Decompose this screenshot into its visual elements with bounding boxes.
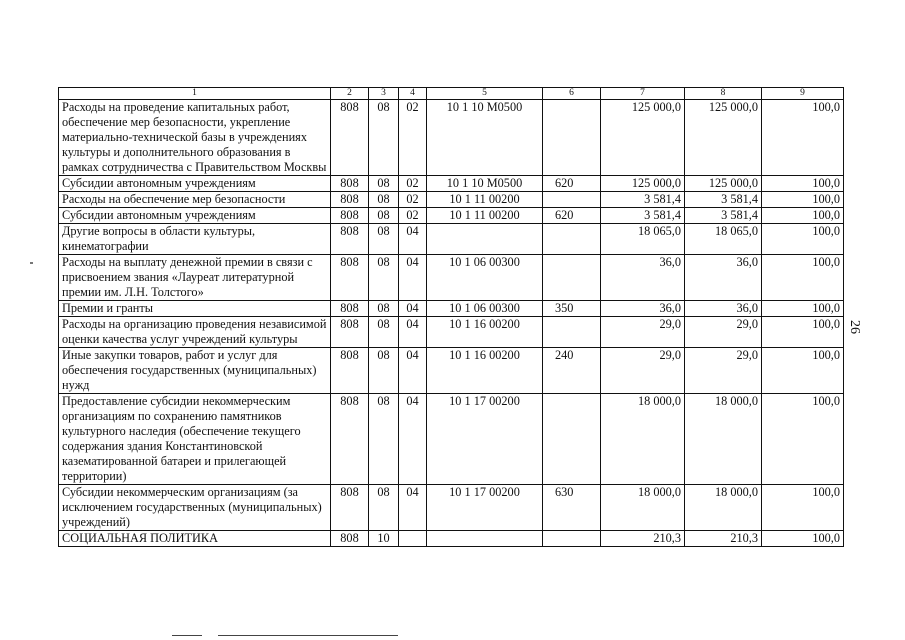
cell-col2: 808 [331,255,369,301]
cell-col3: 08 [369,208,399,224]
rule-segment [218,635,398,636]
col-header-6: 6 [543,88,601,100]
cell-name: Расходы на организацию проведения независимой оценки качества услуг учреждений культуры [59,317,331,348]
cell-col9: 100,0 [762,100,844,176]
table-body [59,100,844,547]
cell-col8: 36,0 [685,255,762,301]
cell-col2: 808 [331,317,369,348]
cell-col9: 100,0 [762,301,844,317]
cell-col4: 04 [399,255,427,301]
cell-col8: 29,0 [685,317,762,348]
cell-col5: 10 1 17 00200 [427,485,543,531]
cell-col4: 04 [399,485,427,531]
cell-col7: 29,0 [601,348,685,394]
cell-col2: 808 [331,176,369,192]
cell-col6: 350 [543,301,601,317]
col-header-2: 2 [331,88,369,100]
cell-col2: 808 [331,100,369,176]
cell-col4: 04 [399,224,427,255]
cell-col9: 100,0 [762,348,844,394]
table-row [59,100,844,176]
cell-name: Расходы на проведение капитальных работ, обеспечение мер безопасности, укрепление материально-технической базы в учреждениях культуры и дополнительного образования в рамках сотрудничества с Правительством Москвы [59,100,331,176]
cell-col7: 3 581,4 [601,208,685,224]
cell-col3: 08 [369,255,399,301]
cell-name: Расходы на обеспечение мер безопасности [59,192,331,208]
cell-name: Другие вопросы в области культуры, кинематографии [59,224,331,255]
cell-col5: 10 1 10 М0500 [427,100,543,176]
cell-col4: 04 [399,301,427,317]
cell-name: Расходы на выплату денежной премии в связи с присвоением звания «Лауреат литературной премии им. Л.Н. Толстого» [59,255,331,301]
cell-name: Премии и гранты [59,301,331,317]
cell-col8: 210,3 [685,531,762,547]
cell-col3: 08 [369,317,399,348]
cell-col6 [543,100,601,176]
cell-col5: 10 1 06 00300 [427,301,543,317]
cell-col9: 100,0 [762,192,844,208]
cell-col9: 100,0 [762,394,844,485]
cell-col4: 02 [399,100,427,176]
table-row [59,317,844,348]
col-header-3: 3 [369,88,399,100]
cell-col9: 100,0 [762,224,844,255]
cell-col5: 10 1 11 00200 [427,208,543,224]
cell-col8: 18 000,0 [685,394,762,485]
col-header-9: 9 [762,88,844,100]
cell-col5 [427,224,543,255]
cell-col2: 808 [331,208,369,224]
cell-col6 [543,394,601,485]
cell-col8: 125 000,0 [685,176,762,192]
cell-col5: 10 1 10 М0500 [427,176,543,192]
cell-name: Предоставление субсидии некоммерческим организациям по сохранению памятников культурного наследия (обеспечение текущего содержания здания Константиновской казематированной батареи и прилегающей территории) [59,394,331,485]
budget-table [58,87,844,547]
cell-col7: 18 000,0 [601,394,685,485]
cell-col7: 3 581,4 [601,192,685,208]
cell-col3: 08 [369,224,399,255]
cell-col7: 29,0 [601,317,685,348]
cell-col4 [399,531,427,547]
cell-name: Иные закупки товаров, работ и услуг для обеспечения государственных (муниципальных) нужд [59,348,331,394]
cell-col3: 08 [369,485,399,531]
cell-col8: 125 000,0 [685,100,762,176]
cell-col6 [543,192,601,208]
cell-col2: 808 [331,192,369,208]
cell-name: Субсидии автономным учреждениям [59,176,331,192]
cell-col7: 210,3 [601,531,685,547]
table-row [59,348,844,394]
cell-col2: 808 [331,485,369,531]
cell-col9: 100,0 [762,531,844,547]
cell-col9: 100,0 [762,255,844,301]
cell-col8: 3 581,4 [685,192,762,208]
table-row [59,255,844,301]
cell-col4: 04 [399,394,427,485]
table-row [59,394,844,485]
cell-col2: 808 [331,394,369,485]
cell-name: Субсидии некоммерческим организациям (за исключением государственных (муниципальных) учреждений) [59,485,331,531]
cell-col2: 808 [331,348,369,394]
cell-col7: 36,0 [601,301,685,317]
cell-col6 [543,255,601,301]
cell-col5: 10 1 17 00200 [427,394,543,485]
cell-col3: 08 [369,348,399,394]
cell-col7: 18 000,0 [601,485,685,531]
cell-col4: 04 [399,317,427,348]
cell-col9: 100,0 [762,485,844,531]
col-header-7: 7 [601,88,685,100]
cell-col4: 02 [399,192,427,208]
cell-col6 [543,531,601,547]
cell-col7: 125 000,0 [601,176,685,192]
cell-col5: 10 1 16 00200 [427,317,543,348]
cell-col6 [543,224,601,255]
cell-col5: 10 1 11 00200 [427,192,543,208]
cell-col8: 29,0 [685,348,762,394]
col-header-4: 4 [399,88,427,100]
cell-col2: 808 [331,224,369,255]
cell-col2: 808 [331,301,369,317]
cell-col3: 10 [369,531,399,547]
cell-col3: 08 [369,100,399,176]
rule-segment [172,635,202,636]
cell-col3: 08 [369,301,399,317]
cell-col7: 18 065,0 [601,224,685,255]
table-row [59,208,844,224]
header-row [59,88,844,100]
cell-col7: 125 000,0 [601,100,685,176]
cell-col3: 08 [369,176,399,192]
cell-col6: 620 [543,208,601,224]
table-row [59,301,844,317]
cell-name: СОЦИАЛЬНАЯ ПОЛИТИКА [59,531,331,547]
table-row [59,531,844,547]
cell-col6: 630 [543,485,601,531]
cell-col9: 100,0 [762,176,844,192]
cell-col8: 3 581,4 [685,208,762,224]
cell-col8: 18 065,0 [685,224,762,255]
cell-col4: 02 [399,176,427,192]
cell-name: Субсидии автономным учреждениям [59,208,331,224]
cell-col2: 808 [331,531,369,547]
cell-col9: 100,0 [762,208,844,224]
cell-col8: 18 000,0 [685,485,762,531]
cell-col6: 620 [543,176,601,192]
cell-col9: 100,0 [762,317,844,348]
cell-col5: 10 1 06 00300 [427,255,543,301]
bottom-rule [0,632,905,640]
table-row [59,224,844,255]
table-row [59,485,844,531]
cell-col3: 08 [369,394,399,485]
cell-col4: 04 [399,348,427,394]
scan-speck [30,262,33,264]
cell-col7: 36,0 [601,255,685,301]
cell-col5: 10 1 16 00200 [427,348,543,394]
col-header-5: 5 [427,88,543,100]
col-header-8: 8 [685,88,762,100]
table-row [59,192,844,208]
col-header-1: 1 [59,88,331,100]
cell-col6: 240 [543,348,601,394]
page-number: 26 [847,320,862,334]
cell-col4: 02 [399,208,427,224]
cell-col6 [543,317,601,348]
table-row [59,176,844,192]
cell-col3: 08 [369,192,399,208]
cell-col5 [427,531,543,547]
cell-col8: 36,0 [685,301,762,317]
